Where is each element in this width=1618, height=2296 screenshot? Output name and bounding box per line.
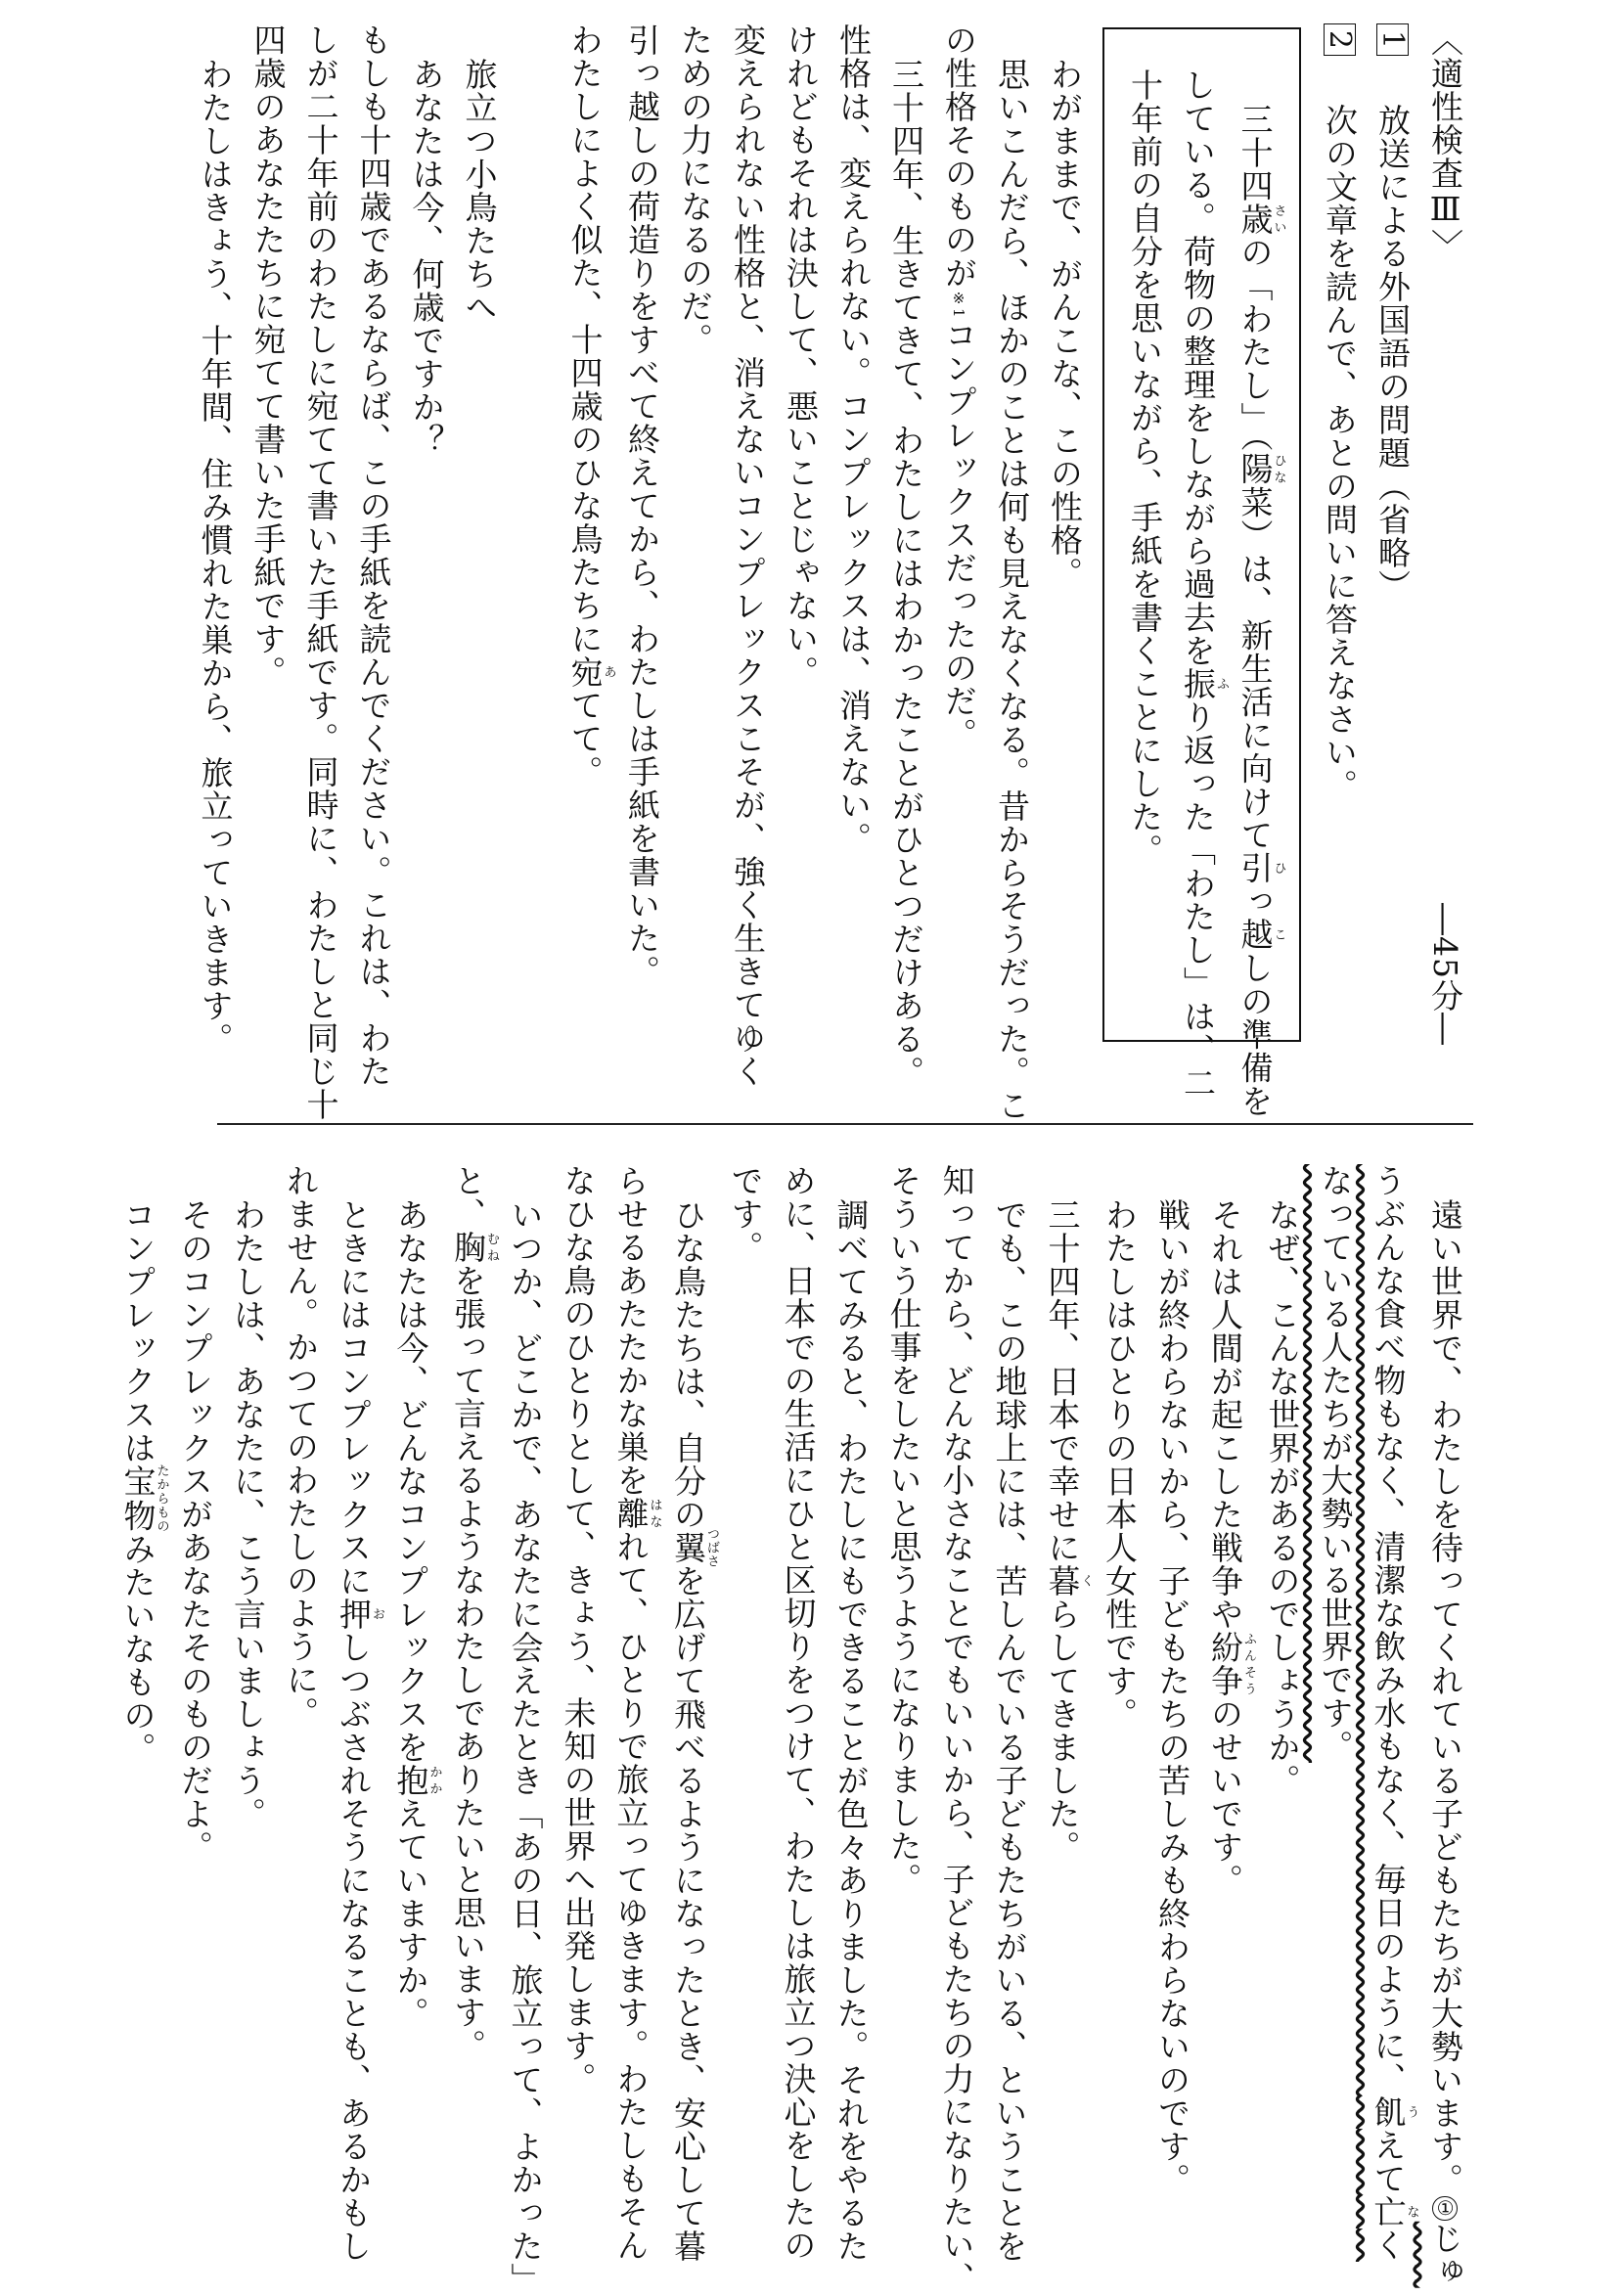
paragraph: いつか、どこかで、あなたに会えたとき「あの日、旅立って、よかった」 bbox=[506, 1197, 545, 2296]
paragraph: なひな鳥のひとりとして、きょう、未知の世界へ出発します。 bbox=[559, 1164, 598, 2095]
letter-salutation: 旅立つ小鳥たちへ bbox=[460, 57, 499, 324]
paragraph: 引っ越しの荷造りをすべて終えてから、わたしは手紙を書いた。 bbox=[623, 23, 661, 988]
paragraph: ひな鳥たちは、自分の翼つばさを広げて飛べるようになったとき、安心して暮 bbox=[669, 1197, 719, 2263]
upper-text-column-block bbox=[189, 23, 1472, 1122]
paragraph: でも、この地球上には、苦しんでいる子どもたちがいる、ということを bbox=[990, 1197, 1029, 2263]
question-2-text: 次の文章を読んで、あとの問いに答えなさい。 bbox=[1321, 104, 1359, 803]
paragraph: です。 bbox=[726, 1164, 765, 1264]
paragraph: それは人間が起こした戦争や紛争ふんそうのせいです。 bbox=[1206, 1197, 1256, 1897]
question-number-badge: 2 bbox=[1324, 23, 1356, 56]
paragraph: しが二十年前のわたしに宛てて書いた手紙です。同時に、わたしと同じ十 bbox=[301, 23, 340, 1121]
paragraph: コンプレックスは宝物たからものみたいなもの。 bbox=[118, 1197, 169, 1766]
paragraph: わたしはきょう、十年間、住み慣れた巣から、旅立っていきます。 bbox=[196, 57, 235, 1056]
paragraph: 性格は、変えられない。コンプレックスは、消えない。 bbox=[834, 23, 873, 855]
lead-line: 十年前の自分を思いながら、手紙を書くことにした。 bbox=[1126, 68, 1164, 867]
paragraph: わがままで、がんこな、この性格。 bbox=[1046, 57, 1084, 590]
paragraph: なっている人たちが大勢いる世界です。 bbox=[1316, 1164, 1355, 1763]
paragraph: 遠い世界で、わたしを待ってくれている子どもたちが大勢います。①じゅ bbox=[1426, 1197, 1464, 2288]
paragraph: 思いこんだら、ほかのことは何も見えなくなる。昔からそうだった。こ bbox=[993, 57, 1031, 1122]
paragraph: わたしは、あなたに、こう言いましょう。 bbox=[229, 1197, 267, 1830]
page-divider bbox=[217, 1123, 1473, 1125]
paragraph: の性格そのものが※1コンプレックスだったのだ。 bbox=[940, 23, 978, 751]
paragraph: 知ってから、どんな小さなことでもいいから、子どもたちの力になりたい、 bbox=[937, 1164, 976, 2295]
question-2 bbox=[1313, 23, 1366, 1046]
paragraph: ときにはコンプレックスに押おしつぶされそうになることも、あるかもし bbox=[335, 1197, 384, 2263]
paragraph: けれどもそれは決して、悪いことじゃない。 bbox=[782, 23, 820, 689]
paragraph: 変えられない性格と、消えないコンプレックスこそが、強く生きてゆく bbox=[729, 23, 767, 1088]
exam-title: 〈適性検査Ⅲ〉 bbox=[1426, 23, 1464, 262]
paragraph: そういう仕事をしたいと思うようになりました。 bbox=[884, 1164, 923, 1896]
paragraph: れません。かつてのわたしのように。 bbox=[282, 1164, 320, 1730]
time-limit: ―45分― bbox=[1426, 903, 1464, 1046]
paragraph: わたしによく似た、十四歳のひな鳥たちに宛あてて。 bbox=[565, 23, 616, 788]
paragraph: あなたは今、何歳ですか？ bbox=[407, 57, 446, 457]
paragraph: もしも十四歳であるならば、この手紙を読んでください。これは、わた bbox=[354, 23, 393, 1088]
lead-line: 三十四歳さいの「わたし」（陽ひな菜）は、新生活に向けて引ひっ越こしの準備を bbox=[1236, 102, 1286, 1118]
lead-box bbox=[1102, 27, 1301, 1118]
paragraph: 三十四年、日本で幸せに暮くらしてきました。 bbox=[1043, 1197, 1094, 1864]
paragraph: あなたは今、どんなコンプレックスを抱かかえていますか。 bbox=[391, 1197, 442, 2030]
wavy-underlined-text: じゅ bbox=[1426, 2221, 1464, 2288]
paragraph: そのコンプレックスがあなたそのものだよ。 bbox=[176, 1197, 214, 1864]
question-number-badge: 1 bbox=[1376, 23, 1409, 56]
paragraph: ための力になるのだ。 bbox=[676, 23, 714, 356]
paragraph: うぶんな食べ物もなく、清潔な飲み水もなく、毎日のように、飢うえて亡なく bbox=[1369, 1164, 1419, 2262]
question-1-text: 放送による外国語の問題（省略） bbox=[1373, 104, 1412, 604]
paragraph: 戦いが終わらないから、子どもたちの苦しみも終わらないのです。 bbox=[1153, 1197, 1191, 2196]
paragraph: わたしはひとりの日本人女性です。 bbox=[1101, 1197, 1139, 1731]
paragraph: 調べてみると、わたしにもできることが色々ありました。それをやるた bbox=[831, 1197, 871, 2263]
footnote-marker: ※1 bbox=[950, 290, 967, 319]
question-1 bbox=[1366, 23, 1418, 1046]
paragraph: らせるあたたかな巣を離はなれて、ひとりで旅立ってゆきます。わたしもそん bbox=[611, 1164, 662, 2262]
paragraph: 四歳のあなたたちに宛てて書いた手紙です。 bbox=[248, 23, 288, 689]
paragraph: めに、日本での生活にひと区切りをつけて、わたしは旅立つ決心をしたの bbox=[779, 1164, 818, 2262]
circled-number-1: ① bbox=[1434, 2196, 1457, 2221]
blank-line bbox=[506, 23, 559, 1046]
lower-text-column-block bbox=[112, 1164, 1472, 2296]
lead-line: している。荷物の整理をしながら過去を振ふり返った「わたし」は、二 bbox=[1179, 68, 1229, 1100]
paragraph: 三十四年、生きてきて、わたしにはわかったことがひとつだけある。 bbox=[887, 57, 925, 1089]
paragraph: なぜ、こんな世界があるのでしょうか。 bbox=[1263, 1197, 1302, 1797]
paragraph: と、胸むねを張って言えるようなわたしでありたいと思います。 bbox=[449, 1164, 499, 2062]
